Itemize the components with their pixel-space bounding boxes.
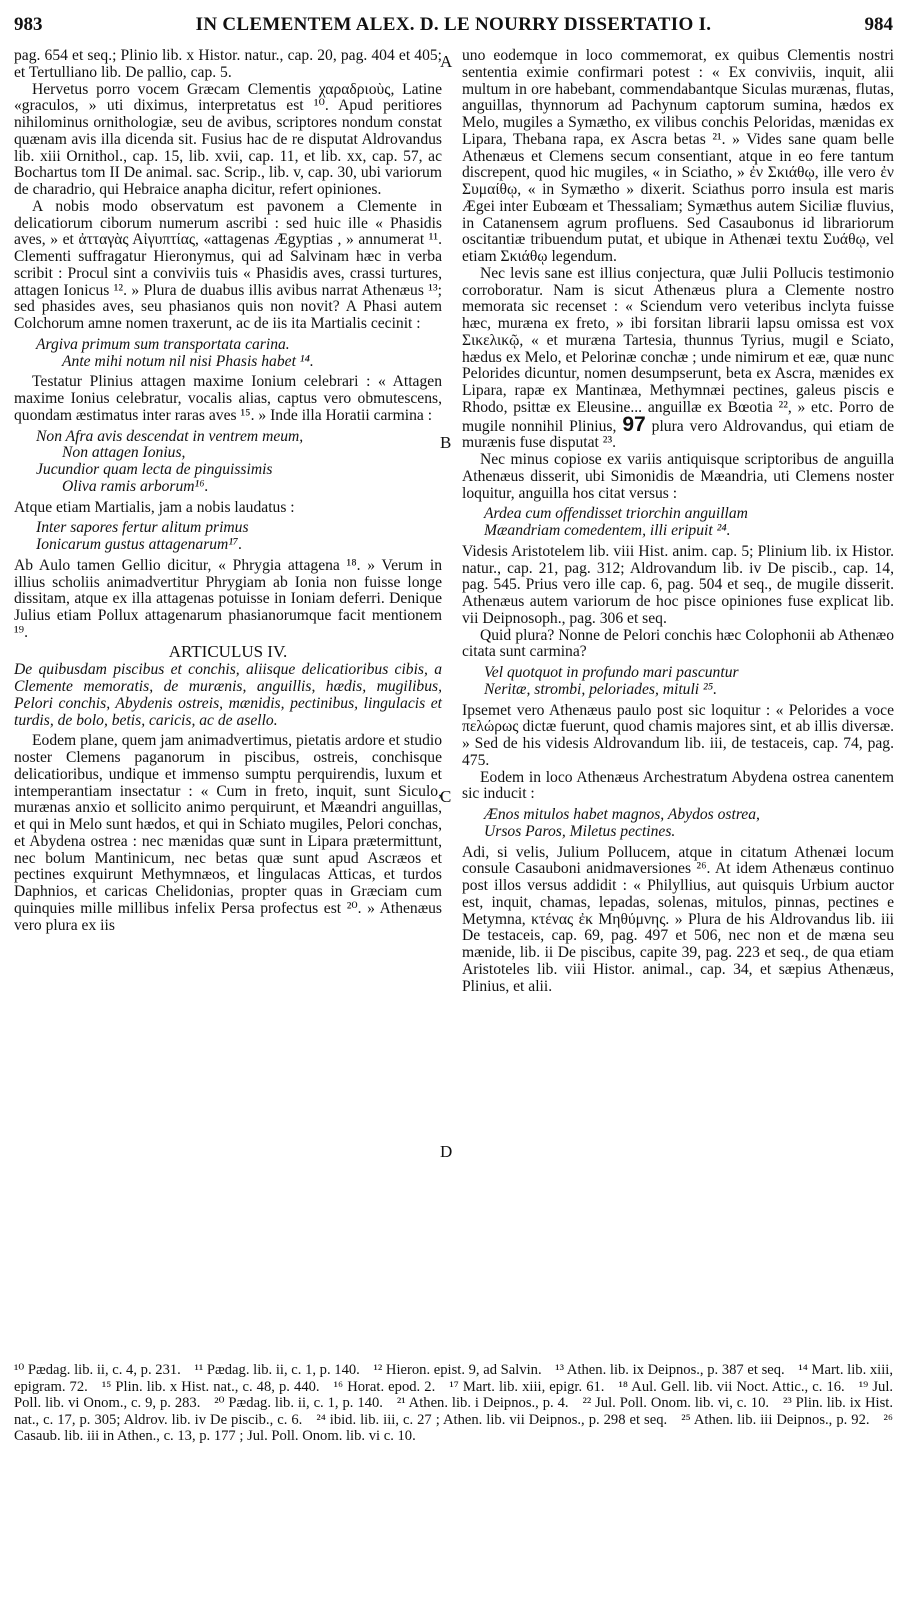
verse-line: Ardea cum offendisset triorchin anguillam xyxy=(484,505,748,523)
paragraph: Hervetus porro vocem Græcam Clementis χαραδριοὺς, Latine «graculos, » uti diximus, interpretatus est ¹⁰. Apud peritiores nihilominus ornithologiæ, seu de avibus, scriptores nondum constat quænam avis illa dicenda sit. Fusius hac de re disputat Aldrovandus lib. xiii Ornithol., cap. 15, lib. xvii, cap. 11, et lib. xx, cap. 57, ac Bochartus tom II De animal. sac. Scrip., lib. v, cap. 30, ubi variorum de charadrio, qui Hebraice anapha dicitur, refert opiniones. xyxy=(14,80,442,198)
footnote: ¹³ Athen. lib. ix Deipnos., p. 387 et seq. xyxy=(555,1362,785,1378)
footnote: ¹⁰ Pædag. lib. ii, c. 4, p. 231. xyxy=(14,1362,181,1378)
footnotes xyxy=(14,1362,893,1445)
footnote: ¹¹ Pædag. lib. ii, c. 1, p. 140. xyxy=(194,1362,360,1378)
paragraph: Nec minus copiose ex variis antiquisque scriptoribus de anguilla Athenæus disserit, ubi Simonidis de Mæandria, uti Clemens noster loquitur, anguilla hos citat versus : xyxy=(462,451,894,502)
verse-quotation xyxy=(14,520,442,554)
inline-page-marker: 97 xyxy=(622,412,646,436)
running-header xyxy=(14,14,893,40)
verse-quotation xyxy=(462,665,894,699)
section-marker-d: D xyxy=(440,1142,453,1161)
page-number-left: 983 xyxy=(14,14,43,35)
section-marker-c: C xyxy=(440,787,452,806)
section-marker-b: B xyxy=(440,433,452,452)
verse-line: Ionicarum gustus attagenarum¹⁷. xyxy=(36,536,243,553)
paragraph: Testatur Plinius attagen maxime Ionium celebrari : « Attagen maxime Ionius celebratur, vocalis alias, captus vero obmutescens, quondam æstimatus inter raras aves ¹⁵. » Inde illa Horatii carmina : xyxy=(14,373,442,424)
footnote: ¹⁷ Mart. lib. xiii, epigr. 61. xyxy=(449,1378,605,1395)
article-heading: ARTICULUS IV. xyxy=(168,641,288,661)
footnote: ²¹ Athen. lib. i Deipnos., p. 4. xyxy=(396,1395,569,1412)
footnote: ²⁰ Pædag. lib. ii, c. 1, p. 140. xyxy=(214,1395,383,1412)
paragraph: Quid plura? Nonne de Pelori conchis hæc Colophonii ab Athenæo citata sunt carmina? xyxy=(462,626,894,661)
paragraph: Ab Aulo tamen Gellio dicitur, « Phrygia attagena ¹⁸. » Verum in illius scholiis animadvertitur Phrygiam ab Ionia non fuisse longe dissitam, atque ex illa attagenas potuisse in Ioniam deferri. Denique Julius etiam Pollux attagenarum phasianorumque facit mentionem ¹⁹. xyxy=(14,556,442,641)
verse-line: Jucundior quam lecta de pinguissimis xyxy=(36,461,273,478)
verse-line: Vel quotquot in profundo mari pascuntur xyxy=(484,664,739,681)
left-column xyxy=(14,48,442,934)
paragraph: Atque etiam Martialis, jam a nobis laudatus : xyxy=(14,498,295,516)
paragraph: uno eodemque in loco commemorat, ex quibus Clementis nostri sententia eximie confirmari potest : « Ex conviviis, inquit, alii multum in ore habebant, commendabantque Siculas murænas, flutas, anguillas, thynnorum ad Pachynum captorum sumina, hædos ex Melo, mugiles a Symætho, ex vilibus conchis Peloridas, mænidas ex Lipara, Thebana rapa, ex Ascra betas ²¹. » Vides sane quam belle Athenæus et Clemens secum consentiant, atque in eo fere tantum discrepent, quod hic mugiles, « in Sciatho, » ἐν Σκιάθῳ, ille vero ἐν Συμαίθῳ, « in Symætho » dixerit. Sciathus porro insula est maris Ægei inter Eubœam et Thessaliam; Symæthus autem Siciliæ fluvius, in Catanensem agrum profluens. Sed Casaubonus id librariorum oscitantiæ tribuendum putat, et ubique in Athenæi textu Συάθῳ, vel etiam Σκιάθῳ legendum. xyxy=(462,47,894,265)
verse-line: Ursos Paros, Miletus pectines. xyxy=(484,822,676,840)
running-title: IN CLEMENTEM ALEX. D. LE NOURRY DISSERTATIO I. xyxy=(195,14,712,35)
verse-line: Argiva primum sum transportata carina. xyxy=(36,335,290,353)
right-column xyxy=(462,48,894,995)
footnote: ²² Jul. Poll. Onom. lib. vi, c. 10. xyxy=(582,1395,770,1412)
paragraph: Videsis Aristotelem lib. viii Hist. anim. cap. 5; Plinium lib. ix Histor. natur., cap. 21, pag. 312; Aldrovandum lib. iv De piscib., cap. 14, pag. 545. Prius vero ille cap. 6, pag. 504 et seq., de mugile disserit. Athenæus autem variorum de hoc pisce opiniones fuse explicat lib. vii Deipnosoph., pag. 306 et seq. xyxy=(462,542,894,627)
paragraph xyxy=(462,266,894,452)
page-number-right: 984 xyxy=(864,14,893,35)
footnote: ¹⁶ Horat. epod. 2. xyxy=(333,1378,436,1395)
footnote: ²⁶ Casaub. lib. iii in Athen., c. 13, p. 177 ; Jul. Poll. Onom. lib. vi c. 10. xyxy=(14,1411,893,1445)
footnote: ¹⁴ Mart. lib. xiii, epigram. 72. xyxy=(14,1362,893,1395)
paragraph: Eodem plane, quem jam animadvertimus, pietatis ardore et studio noster Clemens paganorum in piscibus, ostreis, conchisque delicatioribus, undique et immenso sumptu perquirendis, luxum et intemperantiam insectatur : « Cum in freto, inquit, sunt Siculo, murænas anxio et sollicito animo perquirunt, et Mæandri anguillas, et qui in Melo sunt hædos, et qui in Schiato mugiles, Pelori conchas, et Abydena ostrea : nec mænidas quæ sunt in Lipara prætermittunt, nec bolum Mantinicum, nec betas quæ sunt apud Ascræos et pectines exquirunt Methymnæos, et lingulacas Atticas, et turdos Daphnios, et caricas Chelidonias, propter quas in Græciam cum quinquies mille millibus infelix Persa profectus est ²⁰. » Athenæus vero plura ex iis xyxy=(14,732,442,934)
paragraph: pag. 654 et seq.; Plinio lib. x Histor. natur., cap. 20, pag. 404 et 405; et Tertulliano lib. De pallio, cap. 5. xyxy=(14,47,442,81)
paragraph-text: plura vero Aldrovandus, qui etiam de murænis fuse disputat ²³. xyxy=(462,417,894,452)
footnote: ²⁵ Athen. lib. iii Deipnos., p. 92. xyxy=(681,1411,870,1428)
verse-line: Mæandriam comedentem, illi eripuit ²⁴. xyxy=(484,522,731,539)
verse-line: Oliva ramis arborum¹⁶. xyxy=(62,477,209,495)
verse-quotation xyxy=(14,429,442,496)
paragraph-text: Nec levis sane est illius conjectura, quæ Julii Pollucis testimonio corroboratur. Nam is sicut Athenæus plura a Clemente nostro memorata sic recenset : « Sciendum vero veteribus inclyta fuisse hæc, muræna ex freto, » ibi forsitan librarii lapsu omissa est vox Σικελικῷ, « et muræna Tartesia, thunnus Tyrius, mugil e Sciato, hædus ex Melo, et Pelorinæ conchæ ; unde nimirum et eæ, quæ nunc Pelorides dicuntur, nomen desumpserunt, beta ex Ascra, mænides ex Lipara, rapæ ex Mantinæa, Methymnæi pectines, galeus piscis e Rhodo, psittæ ex Eleusine... anguillæ ex Bœotia ²², » etc. Porro de mugile nonnihil Plinius, xyxy=(462,264,894,435)
paragraph: A nobis modo observatum est pavonem a Clemente in delicatiorum ciborum numerum ascribi : sed huic ille « Phasidis aves, » et ἀτταγὰς Αἰγυπτίας, «attagenas Ægyptias , » annumerat ¹¹. Clementi suffragatur Hieronymus, qui ad Salvinam hæc in verba scribit : Procul sint a conviviis tuis « Phasidis aves, crassi turtures, attagen Ionicus ¹². » Plura de duabus illis avibus narrat Athenæus ¹³; sed phasides aves, seu phasianos quis non novit? A Phasi autem Colchorum amne nomen traxerunt, ac de iis ita Martialis cecinit : xyxy=(14,197,442,332)
footnote: ¹² Hieron. epist. 9, ad Salvin. xyxy=(373,1362,542,1378)
paragraph: Eodem in loco Athenæus Archestratum Abydena ostrea canentem sic inducit : xyxy=(462,768,894,803)
footnote: ¹⁸ Aul. Gell. lib. vii Noct. Attic., c. 16. xyxy=(618,1378,845,1395)
verse-line: Ante mihi notum nil nisi Phasis habet ¹⁴. xyxy=(62,352,314,370)
section-marker-a: A xyxy=(440,52,453,71)
verse-quotation xyxy=(462,506,894,540)
footnote: ²³ Plin. lib. ix Hist. nat., c. 17, p. 305; Aldrov. lib. iv De piscib., c. 6. xyxy=(14,1395,893,1428)
verse-quotation xyxy=(462,807,894,841)
footnote: ¹⁹ Jul. Poll. lib. vi Onom., c. 9, p. 283. xyxy=(14,1378,894,1412)
paragraph: Ipsemet vero Athenæus paulo post sic loquitur : « Pelorides a voce πελώρως dictæ fuerunt, quod chamis majores sint, et ab illis diversæ. » Sed de his videsis Aldrovandum lib. iii, de testaceis, cap. 74, pag. 475. xyxy=(462,701,894,769)
verse-line: Ænos mitulos habet magnos, Abydos ostrea, xyxy=(484,806,760,823)
verse-line: Non Afra avis descendat in ventrem meum, xyxy=(36,427,304,445)
footnote: ²⁴ ibid. lib. iii, c. 27 ; Athen. lib. vii Deipnos., p. 298 et seq. xyxy=(316,1411,668,1428)
verse-line: Neritæ, strombi, peloriades, mituli ²⁵. xyxy=(484,680,718,698)
verse-quotation xyxy=(14,337,442,371)
verse-line: Inter sapores fertur alitum primus xyxy=(36,519,249,537)
verse-line: Non attagen Ionius, xyxy=(62,444,186,462)
paragraph: Adi, si velis, Julium Pollucem, atque in citatum Athenæi locum consule Casauboni anidmaversiones ²⁶. At idem Athenæus continuo post illos versus addidit : « Philyllius, aut quisquis Urbium auctor est, inquit, chamas, lepadas, solenas, mitulos, pinnas, pectines e Metymna, κτένας ἐκ Μηθύμνης. » Plura de his Aldrovandus lib. iii De testaceis, cap. 69, pag. 497 et 506, nec non et de mæna seu mænide, lib. ii De piscibus, capite 39, pag. 223 et seq., de qua etiam Aristoteles lib. viii Histor. animal., cap. 34, et sæpius Athenæus, Plinius, et alii. xyxy=(462,843,894,995)
article-summary: De quibusdam piscibus et conchis, aliisque delicatioribus cibis, a Clemente memoratis, de murænis, anguillis, hædis, mugilibus, Pelori conchis, Abydenis ostreis, mænidis, pectinibus, lingulacis et turdis, de bolo, betis, caricis, ac de asello. xyxy=(14,661,442,729)
footnote: ¹⁵ Plin. lib. x Hist. nat., c. 48, p. 440. xyxy=(101,1378,320,1395)
